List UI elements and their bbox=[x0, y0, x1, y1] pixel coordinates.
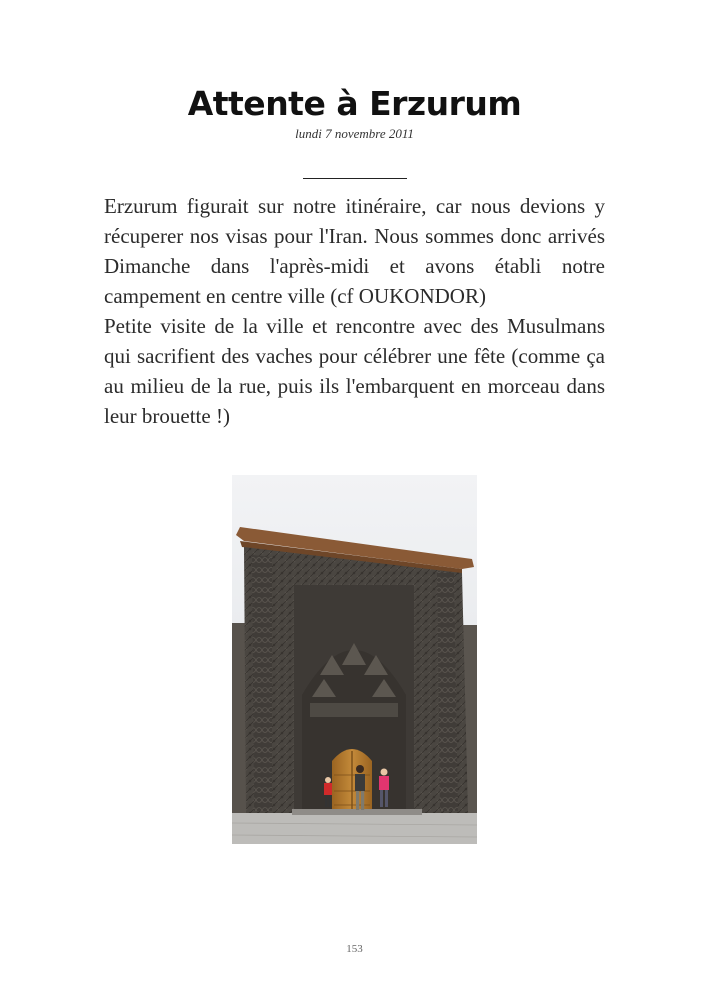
article-body bbox=[104, 191, 605, 431]
paragraph-2: Petite visite de la ville et rencontre avec des Musulmans qui sacrifient des vaches pour célébrer une fête (comme ça au milieu de la rue, puis ils l'embarquent en morceau dans leur brouette !) bbox=[104, 314, 605, 428]
title-separator bbox=[303, 178, 407, 179]
article-title: Attente à Erzurum bbox=[187, 84, 522, 123]
mosque-portal-photo bbox=[232, 475, 477, 844]
paragraph-1: Erzurum figurait sur notre itinéraire, car nous devions y récuperer nos visas pour l'Iran. Nous sommes donc arrivés Dimanche dans l'après-midi et avons établi notre campement en centre ville (cf OUKONDOR) bbox=[104, 194, 605, 308]
page-number: 153 bbox=[346, 943, 363, 955]
article-date: lundi 7 novembre 2011 bbox=[295, 126, 414, 141]
